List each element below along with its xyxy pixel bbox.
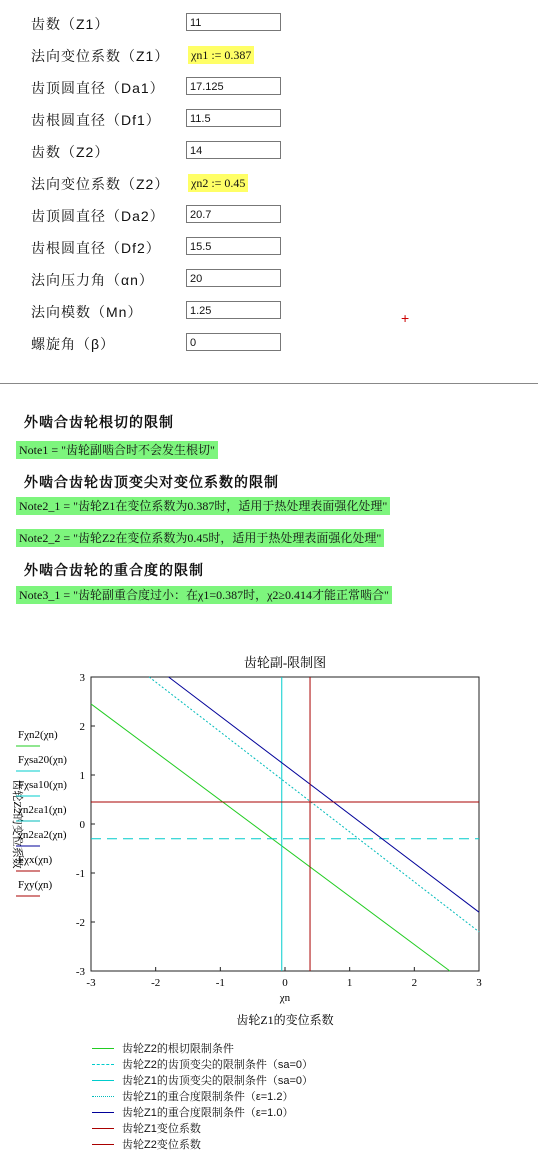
legend-swatch bbox=[92, 1144, 114, 1145]
legend-label: 齿轮Z1变位系数 bbox=[122, 1123, 201, 1135]
legend-label: 齿轮Z2的齿顶变尖的限制条件（sa=0） bbox=[122, 1059, 313, 1071]
section-heading: 外啮合齿轮齿顶变尖对变位系数的限制 bbox=[24, 474, 279, 490]
series-name-label: χn2εa2(χn) bbox=[18, 829, 67, 841]
x-axis-title: 齿轮Z1的变位系数 bbox=[236, 1013, 334, 1027]
series-name-label: Fχx(χn) bbox=[18, 854, 53, 866]
param-label: 齿根圆直径（Df2） bbox=[31, 240, 161, 256]
x-tick-label: -3 bbox=[86, 977, 96, 989]
y-tick-label: -2 bbox=[75, 917, 85, 929]
legend-label: 齿轮Z1的重合度限制条件（ε=1.2） bbox=[122, 1091, 294, 1103]
section-heading: 外啮合齿轮的重合度的限制 bbox=[24, 562, 204, 578]
note-result[interactable]: Note2_2 = "齿轮Z2在变位系数为0.45时，适用于热处理表面强化处理" bbox=[16, 529, 384, 547]
y-tick-label: -1 bbox=[75, 868, 85, 880]
section-heading: 外啮合齿轮根切的限制 bbox=[24, 414, 174, 430]
param-label: 齿顶圆直径（Da1） bbox=[31, 80, 165, 96]
legend-swatch bbox=[92, 1048, 114, 1049]
param-label: 螺旋角（β） bbox=[31, 336, 116, 352]
param-label: 齿数（Z2） bbox=[31, 144, 110, 160]
y-axis-title: 齿轮Z2的变位系数 bbox=[11, 779, 23, 869]
y-tick-label: -3 bbox=[75, 966, 85, 978]
y-tick-label: 3 bbox=[79, 672, 85, 684]
x-tick-label: -2 bbox=[151, 977, 161, 989]
limit-chart bbox=[0, 650, 538, 1030]
param-input[interactable]: 20 bbox=[186, 269, 281, 287]
y-tick-label: 1 bbox=[79, 770, 85, 782]
param-label: 法向变位系数（Z2） bbox=[31, 176, 170, 192]
param-input[interactable]: 20.7 bbox=[186, 205, 281, 223]
note-result[interactable]: Note2_1 = "齿轮Z1在变位系数为0.387时，适用于热处理表面强化处理" bbox=[16, 497, 390, 515]
param-input[interactable]: 11.5 bbox=[186, 109, 281, 127]
series-name-label: χn2εa1(χn) bbox=[18, 804, 67, 816]
plot-area bbox=[91, 677, 479, 971]
param-label: 法向压力角（αn） bbox=[31, 272, 154, 288]
param-input[interactable]: 14 bbox=[186, 141, 281, 159]
param-label: 齿数（Z1） bbox=[31, 16, 110, 32]
param-label: 齿顶圆直径（Da2） bbox=[31, 208, 165, 224]
legend-swatch bbox=[92, 1128, 114, 1129]
legend-swatch bbox=[92, 1096, 114, 1097]
legend-swatch bbox=[92, 1080, 114, 1081]
series-name-label: Fχn2(χn) bbox=[18, 729, 58, 741]
series-name-label: Fχsa20(χn) bbox=[18, 754, 67, 766]
chart-title: 齿轮副-限制图 bbox=[243, 655, 327, 670]
param-label: 齿根圆直径（Df1） bbox=[31, 112, 161, 128]
y-tick-label: 2 bbox=[79, 721, 85, 733]
series-name-label: Fχy(χn) bbox=[18, 879, 53, 891]
legend-label: 齿轮Z1的齿顶变尖的限制条件（sa=0） bbox=[122, 1075, 313, 1087]
legend-label: 齿轮Z2的根切限制条件 bbox=[122, 1043, 234, 1055]
x-tick-label: -1 bbox=[215, 977, 225, 989]
legend-label: 齿轮Z1的重合度限制条件（ε=1.0） bbox=[122, 1107, 294, 1119]
legend-swatch bbox=[92, 1064, 114, 1065]
shift-coefficient-definition[interactable]: χn1 := 0.387 bbox=[188, 46, 254, 64]
note-result[interactable]: Note3_1 = "齿轮副重合度过小：在χ1=0.387时，χ2≥0.414才能正常啮合" bbox=[16, 586, 392, 604]
param-label: 法向模数（Mn） bbox=[31, 304, 143, 320]
crosshair-marker: + bbox=[401, 310, 410, 326]
y-tick-label: 0 bbox=[79, 819, 85, 831]
series-name-label: Fχsa10(χn) bbox=[18, 779, 67, 791]
param-input[interactable]: 17.125 bbox=[186, 77, 281, 95]
legend-label: 齿轮Z2变位系数 bbox=[122, 1139, 201, 1151]
section-divider bbox=[0, 383, 538, 384]
x-variable-label: χn bbox=[279, 992, 291, 1004]
param-input[interactable]: 15.5 bbox=[186, 237, 281, 255]
legend-swatch bbox=[92, 1112, 114, 1113]
param-label: 法向变位系数（Z1） bbox=[31, 48, 170, 64]
param-input[interactable]: 1.25 bbox=[186, 301, 281, 319]
param-input[interactable]: 0 bbox=[186, 333, 281, 351]
x-tick-label: 1 bbox=[346, 977, 353, 989]
note-result[interactable]: Note1 = "齿轮副啮合时不会发生根切" bbox=[16, 441, 218, 459]
shift-coefficient-definition[interactable]: χn2 := 0.45 bbox=[188, 174, 248, 192]
param-input[interactable]: 11 bbox=[186, 13, 281, 31]
x-tick-label: 3 bbox=[476, 977, 482, 989]
x-tick-label: 0 bbox=[282, 977, 288, 989]
x-tick-label: 2 bbox=[411, 977, 418, 989]
